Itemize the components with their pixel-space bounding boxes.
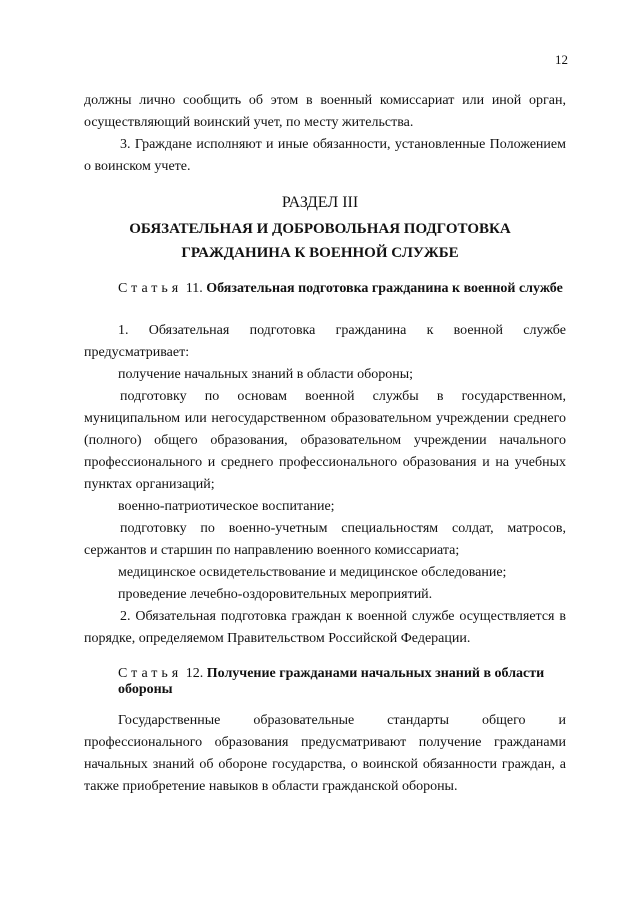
section-label: РАЗДЕЛ III: [281, 194, 359, 211]
article-11-item-6: проведение лечебно-оздоровительных мероприятий.: [118, 587, 433, 602]
article-12-p1-rest: профессионального образования предусматривают получение гражданами начальных знаний об обороне государства, о воинской обязанности граждан, а также приобретение навыков в области гражданской обороны.: [84, 735, 566, 794]
a12-word-5: и: [558, 713, 566, 728]
article-12-number: 12.: [185, 666, 204, 681]
a12-word-1: Государственные: [118, 713, 221, 728]
section-title-line2: ГРАЖДАНИНА К ВОЕННОЙ СЛУЖБЕ: [181, 245, 459, 261]
p1-word-2: Обязательная: [148, 323, 230, 338]
article-11-p1-end: предусматривает:: [84, 345, 190, 360]
p1-word-6: военной: [453, 323, 504, 338]
article-12-title: Получение гражданами начальных знаний в области обороны: [118, 666, 545, 697]
article-12-word: Статья: [118, 666, 183, 681]
a12-word-2: образовательные: [253, 713, 355, 728]
article-11-item-5: медицинское освидетельствование и медицинское обследование;: [118, 565, 507, 580]
article-11-item-4: подготовку по военно-учетным специальностям солдат, матросов, сержантов и старшин по направлению военного комиссариата;: [84, 521, 566, 558]
article-11-p1-first-line: [118, 320, 566, 342]
page-number: 12: [555, 52, 568, 67]
article-11-item-1: получение начальных знаний в области обороны;: [118, 367, 414, 382]
article-11-title: Обязательная подготовка гражданина к военной службе: [206, 281, 563, 296]
p1-word-7: службе: [523, 323, 566, 338]
article-11-item-3: военно-патриотическое воспитание;: [118, 499, 335, 514]
intro-paragraph-3: 3. Граждане исполняют и иные обязанности, установленные Положением о воинском учете.: [84, 137, 566, 174]
article-11-paragraph-2: 2. Обязательная подготовка граждан к военной службе осуществляется в порядке, определяемом Правительством Российской Федерации.: [84, 609, 566, 646]
p1-word-5: к: [426, 323, 434, 338]
p1-word-3: подготовка: [249, 323, 316, 338]
article-12-heading: [118, 666, 578, 698]
article-12-p1-first-line: [118, 710, 566, 732]
article-11-word: Статья: [118, 281, 183, 296]
article-11-heading: [118, 281, 578, 297]
a12-word-3: стандарты: [387, 713, 450, 728]
intro-paragraph-continuation: должны лично сообщить об этом в военный комиссариат или иной орган, осуществляющий воинский учет, по месту жительства.: [84, 93, 566, 130]
article-11-item-2: подготовку по основам военной службы в государственном, муниципальном или негосударственном образовательном учреждении среднего (полного) общего образования, образовательном учреждении начального профессионального и среднего профессионального образования и на учебных пунктах организаций;: [84, 389, 566, 492]
p1-word-1: 1.: [118, 323, 129, 338]
section-title-line1: ОБЯЗАТЕЛЬНАЯ И ДОБРОВОЛЬНАЯ ПОДГОТОВКА: [129, 221, 511, 237]
article-11-number: 11.: [185, 281, 203, 296]
a12-word-4: общего: [482, 713, 526, 728]
p1-word-4: гражданина: [335, 323, 407, 338]
